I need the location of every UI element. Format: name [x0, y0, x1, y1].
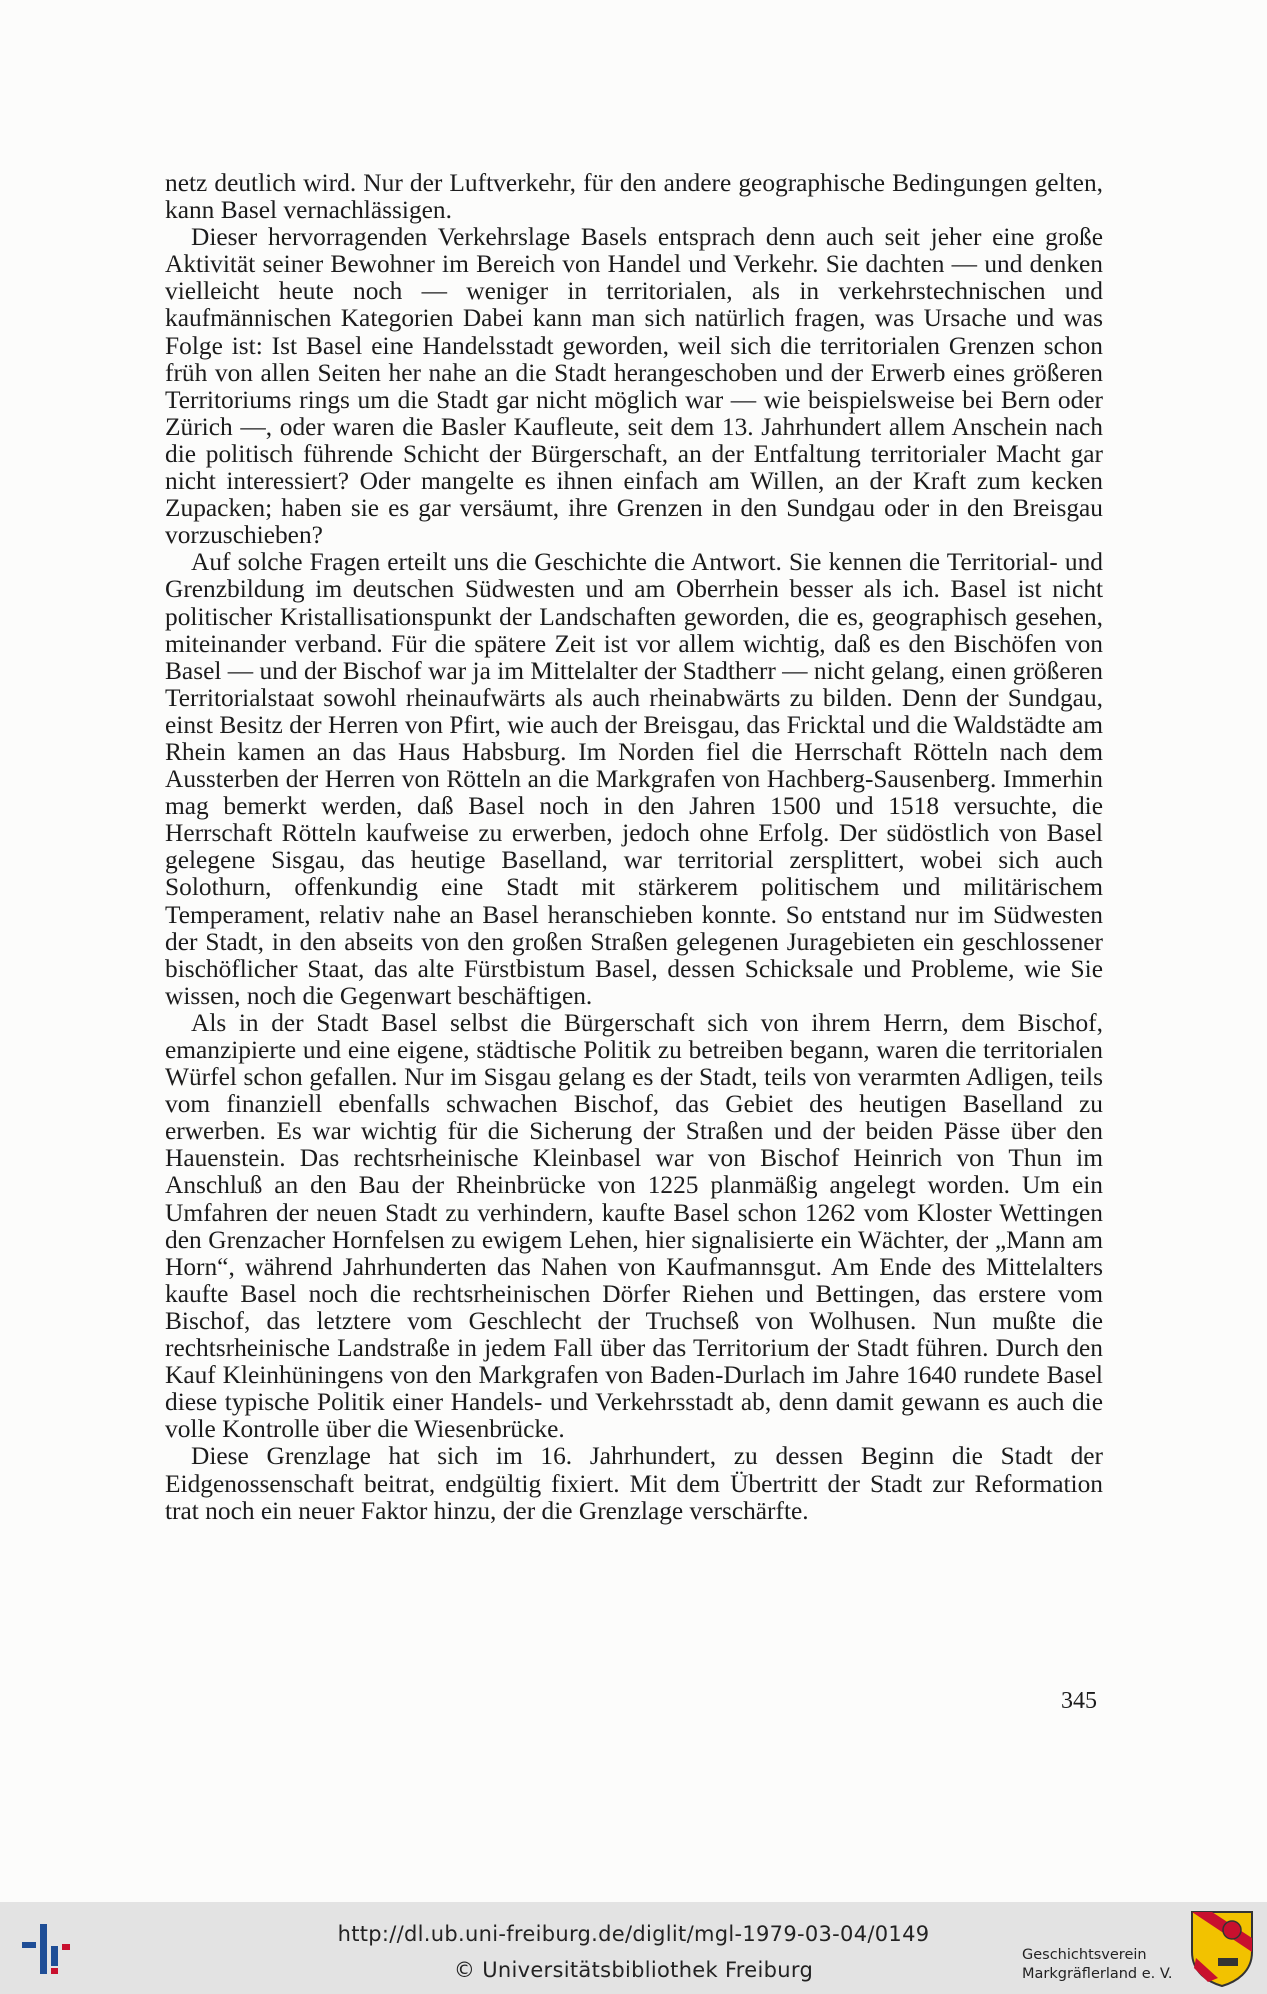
body-text — [165, 170, 1103, 1525]
paragraph: Dieser hervorragenden Verkehrslage Basels entsprach denn auch seit jeher eine große Aktivität seiner Bewohner im Bereich von Handel und Verkehr. Sie dachten — und denken vielleicht heute noch — weniger in territorialen, als in verkehrstechnischen und kaufmännischen Kategorien Dabei kann man sich natürlich fragen, was Ursache und was Folge ist: Ist Basel eine Handelsstadt geworden, weil sich die territorialen Grenzen schon früh von allen Seiten her nahe an die Stadt herangeschoben und der Erwerb eines größeren Territoriums rings um die Stadt gar nicht möglich war — wie beispielsweise bei Bern oder Zürich —, oder waren die Basler Kaufleute, seit dem 13. Jahrhundert allem Anschein nach die politisch führende Schicht der Bürgerschaft, an der Entfaltung territorialer Macht gar nicht interessiert? Oder mangelte es ihnen einfach am Willen, an der Kraft zum kecken Zupacken; haben sie es gar versäumt, ihre Grenzen in den Sundgau oder in den Breisgau vorzuschieben? — [165, 223, 1103, 550]
source-url-link[interactable]: http://dl.ub.uni-freiburg.de/diglit/mgl-1979-03-04/0149 — [337, 1922, 930, 1946]
paragraph: Als in der Stadt Basel selbst die Bürgerschaft sich von ihrem Herrn, dem Bischof, emanzipierte und eine eigene, städtische Politik zu betreiben begann, waren die territorialen Würfel schon gefallen. Nur im Sisgau gelang es der Stadt, teils von verarmten Adligen, teils vom finanziell ebenfalls schwachen Bischof, das Gebiet des heutigen Baselland zu erwerben. Es war wichtig für die Sicherung der Straßen und der beiden Pässe über den Hauenstein. Das rechtsrheinische Kleinbasel war von Bischof Heinrich von Thun im Anschluß an den Bau der Rheinbrücke von 1225 planmäßig angelegt worden. Um ein Umfahren der neuen Stadt zu verhindern, kaufte Basel schon 1262 vom Kloster Wettingen den Grenzacher Hornfelsen zu ewigem Lehen, hier signalisierte ein Wächter, der „Mann am Horn“, während Jahrhunderten das Nahen von Kaufmannsgut. Am Ende des Mittelalters kaufte Basel noch die rechtsrheinischen Dörfer Riehen und Bettingen, das erstere vom Bischof, das letztere vom Geschlecht der Truchseß von Wolhusen. Nun mußte die rechtsrheinische Landstraße in jedem Fall über das Territorium der Stadt führen. Durch den Kauf Kleinhüningens von den Markgrafen von Baden-Durlach im Jahre 1640 rundete Basel diese typische Politik einer Handels- und Verkehrsstadt ab, denn damit gewann es auch die volle Kontrolle über die Wiesenbrücke. — [165, 1008, 1103, 1444]
society-line: Geschichtsverein — [1022, 1947, 1147, 1963]
paragraph: netz deutlich wird. Nur der Luftverkehr, für den andere geographische Bedingungen gelten, kann Basel vernachlässigen. — [165, 169, 1103, 225]
paragraph: Diese Grenzlage hat sich im 16. Jahrhundert, zu dessen Beginn die Stadt der Eidgenossenschaft beitrat, endgültig fixiert. Mit dem Übertritt der Stadt zur Reformation trat noch ein neuer Faktor hinzu, der die Grenzlage verschärfte. — [165, 1442, 1103, 1525]
society-line: Markgräflerland e. V. — [1022, 1966, 1173, 1982]
society-name — [1022, 1946, 1173, 1984]
footer-bar — [0, 1902, 1267, 1994]
page-number: 345 — [1061, 1688, 1097, 1714]
paragraph: Auf solche Fragen erteilt uns die Geschichte die Antwort. Sie kennen die Territorial- und Grenzbildung im deutschen Südwesten und am Oberrhein besser als ich. Basel ist nicht politischer Kristallisationspunkt der Landschaften geworden, die es, geographisch gesehen, miteinander verband. Für die spätere Zeit ist vor allem wichtig, daß es den Bischöfen von Basel — und der Bischof war ja im Mittelalter der Stadtherr — nicht gelang, einen größeren Territorialstaat sowohl rheinaufwärts als auch rheinabwärts zu bilden. Denn der Sundgau, einst Besitz der Herren von Pfirt, wie auch der Breisgau, das Fricktal und die Waldstädte am Rhein kamen an das Haus Habsburg. Im Norden fiel die Herrschaft Rötteln nach dem Aussterben der Herren von Rötteln an die Markgrafen von Hachberg-Sausenberg. Immerhin mag bemerkt werden, daß Basel noch in den Jahren 1500 und 1518 versuchte, die Herrschaft Rötteln kaufweise zu erwerben, jedoch ohne Erfolg. Der südöstlich von Basel gelegene Sisgau, das heutige Baselland, war territorial zersplittert, wobei sich auch Solothurn, offenkundig eine Stadt mit stärkerem politischem und militärischem Temperament, relativ nahe an Basel heranschieben konnte. So entstand nur im Südwesten der Stadt, in den abseits von den großen Straßen gelegenen Juragebieten ein geschlossener bischöflicher Staat, das alte Fürstbistum Basel, dessen Schicksale und Probleme, wie Sie wissen, noch die Gegenwart beschäftigen. — [165, 548, 1103, 1010]
copyright-text: © Universitätsbibliothek Freiburg — [453, 1958, 814, 1982]
coat-of-arms-icon — [1188, 1908, 1256, 1988]
